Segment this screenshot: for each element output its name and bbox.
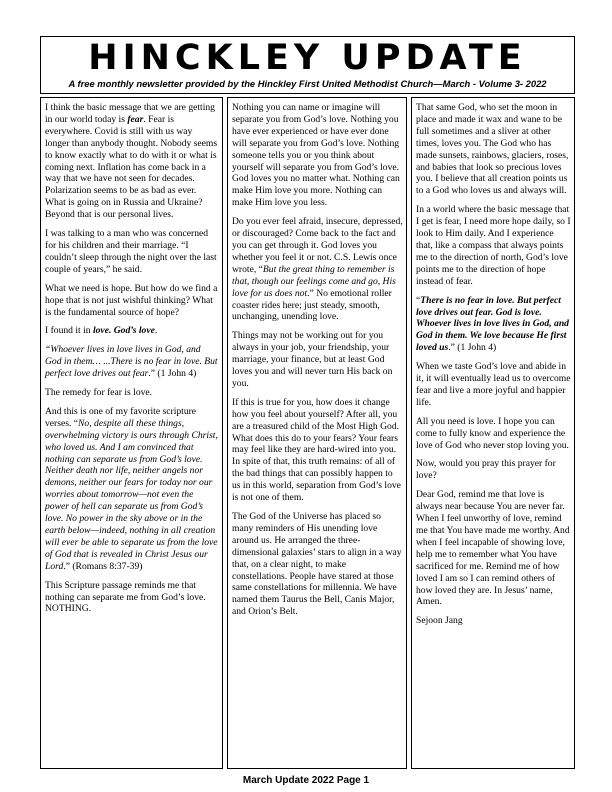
text-run: Things may not be working out for you always in your job, your friendship, your marriage, your finance, but at least God loves you and will never turn His back on you. bbox=[232, 330, 393, 389]
text-run: The remedy for fear is love. bbox=[45, 387, 153, 399]
paragraph bbox=[416, 204, 571, 287]
text-run: .” (1 John 4) bbox=[448, 342, 497, 354]
text-run: . bbox=[154, 325, 158, 337]
text-run: There is no fear in love. But perfect love drives out fear. God is love. Whoever lives in love lives in God, and God in them. We love because He first loved us bbox=[416, 294, 569, 354]
text-run: fear bbox=[127, 113, 144, 125]
paragraph bbox=[232, 330, 403, 390]
text-run: . Fear is everywhere. Covid is still with us way longer than anybody thought. Nobody seems to know exactly what to do with it or what is coming next. Inflation has come back in a way that we have not seen for decades. Polarization seems to be as bad as ever. What is going on in Russia and Ukraine? Beyond that is our personal lives. bbox=[45, 113, 218, 221]
text-run: Do you ever feel afraid, insecure, depressed, or discouraged? Come back to the fact and you can get through it. God loves you whether you feel it or not. C.S. Lewis once wrote, “ bbox=[232, 216, 403, 275]
paragraph bbox=[45, 580, 219, 616]
text-run: Nothing you can name or imagine will separate you from God’s love. Nothing you have ever experienced or have ever done will separate you from God’s love. Nothing someone tells you or you think about yourself will separate you from God’s love. God loves you no matter what. Nothing can make Him love you more. Nothing can make Him love you less. bbox=[232, 102, 400, 209]
newsletter-title: HINCKLEY UPDATE bbox=[88, 38, 527, 78]
paragraph bbox=[45, 228, 219, 276]
text-run: .” (Romans 8:37-39) bbox=[63, 560, 143, 572]
page-footer: March Update 2022 Page 1 bbox=[242, 775, 370, 786]
paragraph bbox=[416, 489, 571, 608]
text-run: This Scripture passage reminds me that nothing can separate me from God’s love. NOTHING. bbox=[45, 579, 206, 615]
text-run: The God of the Universe has placed so many reminders of His unending love around us. He arranged the three-dimensional galaxies’ stars to align in a way that, on a clear night, to make constellations. People have stared at those same constellations for millennia. We have named them Taurus the Bell, Canis Major, and Orion’s Belt. bbox=[232, 511, 402, 618]
paragraph bbox=[232, 511, 403, 618]
paragraph bbox=[232, 397, 403, 504]
text-run: Sejoon Jang bbox=[416, 615, 463, 627]
text-run: All you need is love. I hope you can come to fully know and experience the love of God who never stop loving you. bbox=[416, 415, 569, 451]
paragraph bbox=[416, 295, 571, 355]
text-run: Now, would you pray this prayer for love? bbox=[416, 458, 556, 482]
text-run: “Whoever lives in love lives in God, and God in them… ...There is no fear in love. But perfect love drives out fear bbox=[45, 344, 218, 380]
text-run: .” No emotional roller coaster rides here; just steady, smooth, unchanging, unending love. bbox=[232, 287, 392, 323]
text-run: .” (1 John 4) bbox=[148, 368, 197, 380]
text-run: If this is true for you, how does it change how you feel about yourself? After all, you are a treasured child of the Most High God. What does this do to your fears? Your fears may feel like they are hard-wired into you. In spite of that, this truth remains: of all of the bad things that can possibly happen to us in this world, separation from God’s love is not one of them. bbox=[232, 396, 401, 504]
text-run: love. God’s love bbox=[92, 325, 155, 337]
text-run: But the great thing to remember is that, though our feelings come and go, His love for us does not bbox=[232, 263, 396, 299]
paragraph bbox=[45, 387, 219, 399]
text-run: I was talking to a man who was concerned for his children and their marriage. “I couldn’t sleep through the night over the last couple of years,” he said. bbox=[45, 228, 217, 275]
text-run: What we need is hope. But how do we find a hope that is not just wishful thinking? What is the fundamental source of hope? bbox=[45, 282, 218, 318]
text-run: No, despite all these things, overwhelming victory is ours through Christ, who loved us. And I am convinced that nothing can separate us from God’s love. Neither death nor life, neither angels nor demons, neither our fears for today nor our worries about tomorrow—not even the power of hell can separate us from God’s love. No power in the sky above or in the earth below—indeed, nothing in all creation will ever be able to separate us from the love of God that is revealed in Christ Jesus our Lord bbox=[45, 417, 218, 572]
text-run: That same God, who set the moon in place and made it wax and wane to be full sometimes and a sliver at other times, loves you. The God who has made sunsets, rainbows, glaciers, roses, and babies that look so precious loves you. I believe that all creation points us to a God who loves us and always will. bbox=[416, 102, 569, 197]
paragraph bbox=[45, 406, 219, 573]
text-run: When we taste God’s love and abide in it, it will eventually lead us to overcome fear and live a more joyful and happier life. bbox=[416, 361, 571, 408]
paragraph bbox=[416, 102, 571, 197]
text-run: “ bbox=[416, 294, 421, 306]
paragraph bbox=[45, 344, 219, 380]
paragraph bbox=[416, 458, 571, 482]
paragraph bbox=[45, 283, 219, 319]
masthead bbox=[40, 36, 575, 94]
paragraph bbox=[232, 102, 403, 209]
paragraph bbox=[45, 102, 219, 221]
newsletter-subtitle: A free monthly newsletter provided by the Hinckley First United Methodist Church—March - Volume 3- 2022 bbox=[68, 78, 547, 89]
article-column-2 bbox=[227, 97, 407, 769]
paragraph bbox=[416, 416, 571, 452]
text-run: Dear God, remind me that love is always near because You are never far. When I feel unworthy of love, remind me that You have made me worthy. And when I feel incapable of showing love, help me to remember what You have sacrificed for me. Remind me of how loved I am so I can remind others of how loved they are. In Jesus’ name, Amen. bbox=[416, 489, 570, 608]
text-run: I found it in bbox=[45, 325, 93, 337]
text-run: I think the basic message that we are getting in our world today is bbox=[45, 102, 215, 125]
text-run: In a world where the basic message that I get is fear, I need more hope daily, so I look to Him daily. And I experience that, like a compass that always points me to the direction of north, God’s love points me to the direction of hope instead of fear. bbox=[416, 204, 571, 287]
paragraph bbox=[416, 615, 571, 627]
paragraph bbox=[232, 216, 403, 323]
paragraph bbox=[45, 325, 219, 337]
article-column-3 bbox=[411, 97, 575, 769]
article-column-1 bbox=[40, 97, 223, 769]
paragraph bbox=[416, 361, 571, 409]
text-run: And this is one of my favorite scripture verses. “ bbox=[45, 405, 197, 429]
